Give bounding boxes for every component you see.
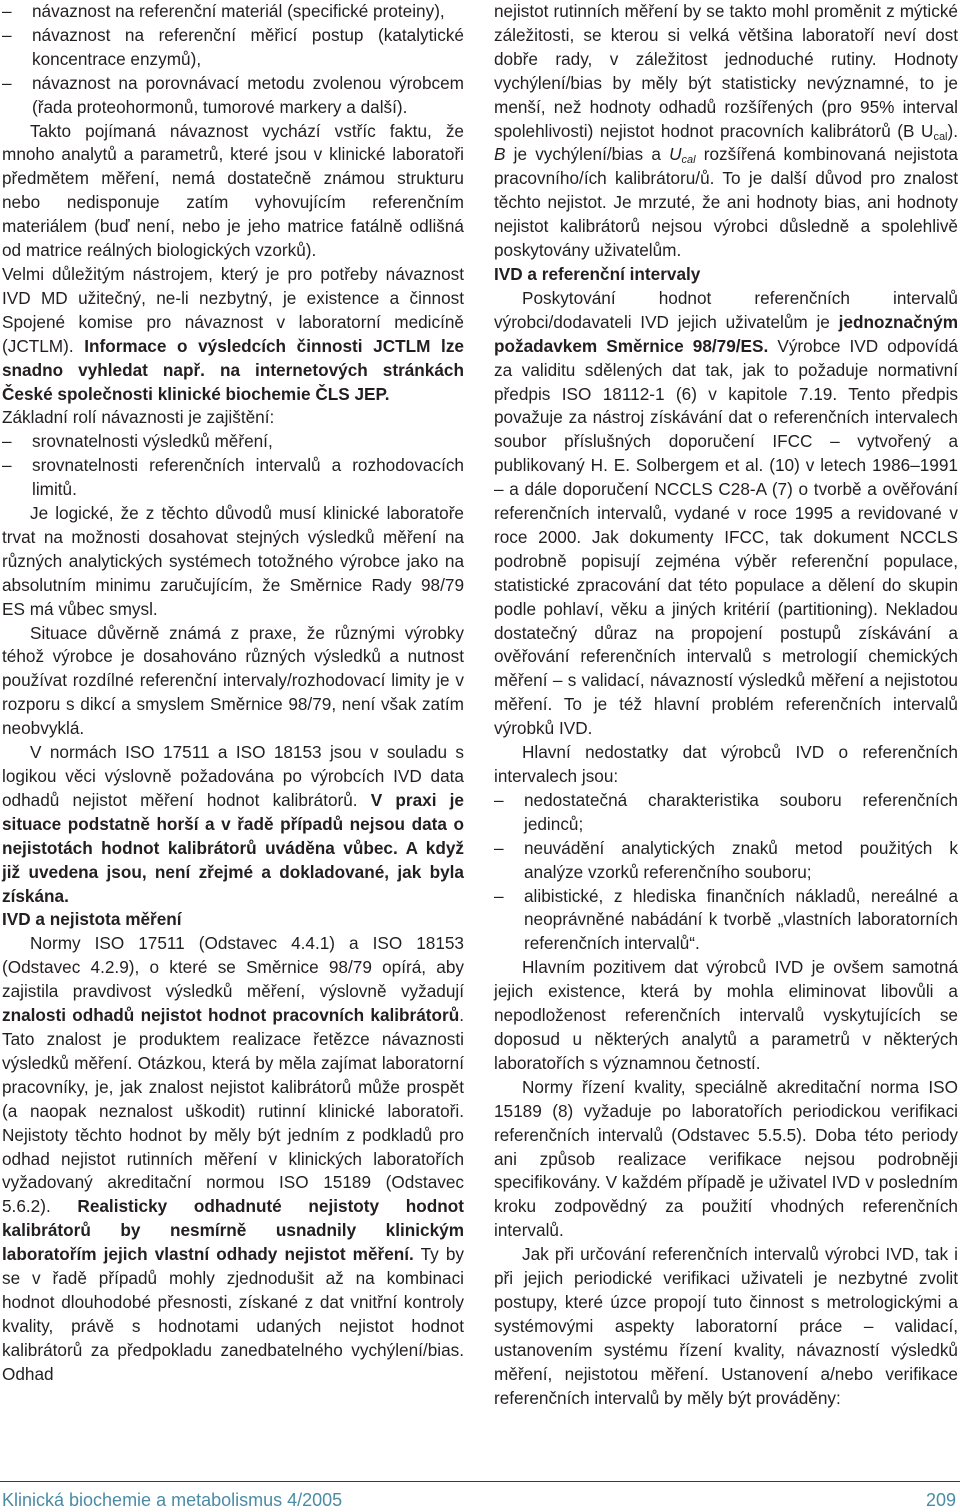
- list-item: – návaznost na referenční materiál (specifické proteiny),: [2, 1, 445, 21]
- list-item: – nedostatečná charakteristika souboru referenčních jedinců;: [494, 789, 958, 834]
- page-number: 209: [925, 1490, 956, 1510]
- paragraph: Je logické, že z těchto důvodů musí klinické laboratoře trvat na možnosti dosahovat stejných výsledků měření na různých analytických systémech totožného výrobce jako na absolutním minimu zaručujícím, že Směrnice Rady 98/79 ES má vůbec smysl.: [2, 503, 464, 619]
- list-item: – neuvádění analytických znaků metod použitých k analýze vzorků referenčního souboru;: [494, 837, 958, 882]
- paragraph: Hlavním pozitivem dat výrobců IVD je ovšem samotná jejich existence, která by mohla eliminovat libovůli a nepodloženost referenčních intervalů vyskytujících se doposud u některých analytů a parametrů v některých laboratořích s významnou četností.: [494, 957, 958, 1073]
- paragraph: Poskytování hodnot referenčních intervalů výrobci/dodavateli IVD jejich uživatelům je jednoznačným požadavkem Směrnice 98/79/ES. Výrobce IVD odpovídá za validitu sdělených dat tak, jak to požaduje normativní předpis ISO 18112-1 (6) v kapitole 7.19. Tento předpis považuje za nástroj získávání dat o referenčních intervalech soubor příslušných doporučení IFCC – vytvořený a publikovaný H. E. Solbergem et al. (10) v letech 1986–1991 – a dále doporučení NCCLS C28-A (7) o tvorbě a ověřování referenčních intervalů, vydané v roce 1995 a revidované v roce 2000. Jak dokumenty IFCC, tak dokument NCCLS podrobně popisují zejména výběr referenční populace, statistické zpracování dat této populace a dělení do skupin podle pohlaví, věku a jiných kritérií (partitioning). Nekladou dostatečný důraz na propojení postupů získávání a ověřování referenčních intervalů s metrologií chemických měření – s validací, návazností výsledků měření a nejistotou měření. To je též hlavní problém referenčních intervalů výrobků IVD.: [494, 287, 958, 739]
- list-item: – návaznost na referenční měřicí postup (katalytické koncentrace enzymů),: [2, 24, 464, 69]
- paragraph: Základní rolí návaznosti je zajištění:: [2, 407, 275, 428]
- paragraph: Situace důvěrně známá z praxe, že různými výrobky téhož výrobce je dosahováno různých výsledků a nutnost používat rozdílné referenční intervaly/rozhodovací limity je v rozporu s dikcí a smyslem Směrnice 98/79, není však zatím neobvyklá.: [2, 622, 464, 739]
- paragraph: Velmi důležitým nástrojem, který je pro potřeby návaznost IVD MD užitečný, ne-li nezbytný, je existence a činnost Spojené komise pro návaznost v laboratorní medicíně (JCTLM). Informace o výsledcích činnosti JCTLM lze snadno vyhledat např. na internetových stránkách České společnosti klinické biochemie ČLS JEP.: [2, 263, 464, 404]
- left-column: [2, 0, 464, 1387]
- list-item: – srovnatelnosti výsledků měření,: [2, 431, 273, 452]
- paragraph: nejistot rutinních měření by se takto mohl proměnit z mýtické záležitosti, se kterou si velká většina laboratoří neví dost dobře rady, v záležitost jednoduché rutiny. Hodnoty vychýlení/bias by měly být statisticky nevýznamné, to je menší, než hodnoty odhadů rozšířených (pro 95% interval spolehlivosti) nejistot hodnot pracovních kalibrátorů (B $U_{cal}$). B je vychýlení/bias a $U_{cal}$ rozšířená kombinovaná nejistota pracovního/ích kalibrátoru/ů. To je další důvod pro znalost těchto nejistot. Je mrzuté, že ani hodnoty bias, ani hodnoty nejistot kalibrátorů nejsou výrobci důsledně a spolehlivě poskytovány uživatelům.: [494, 1, 958, 261]
- section-heading: IVD a referenční intervaly: [494, 263, 701, 284]
- footer-divider: [0, 1481, 960, 1482]
- list-item: – srovnatelnosti referenčních intervalů a rozhodovacích limitů.: [2, 455, 464, 500]
- list-item: – návaznost na porovnávací metodu zvolenou výrobcem (řada proteohormonů, tumorové markery a další).: [2, 72, 464, 117]
- paragraph: Hlavní nedostatky dat výrobců IVD o referenčních intervalech jsou:: [494, 742, 958, 786]
- paragraph: Normy ISO 17511 (Odstavec 4.4.1) a ISO 18153 (Odstavec 4.2.9), o které se Směrnice 98/79 opírá, aby zajistila pravdivost výsledků měření, výslovně vyžadují znalosti odhadů nejistot hodnot pracovních kalibrátorů. Tato znalost je produktem realizace řetězce návaznosti výsledků měření. Otázkou, která by měla zajímat laboratorní pracovníky, je, jak znalost nejistot kalibrátorů může prospět (a naopak neznalost uškodit) rutinní klinické laboratoři. Nejistoty těchto hodnot by měly být jedním z podkladů pro odhad nejistot rutinních měření v klinických laboratořích vyžadovaný akreditační normou ISO 15189 (Odstavec 5.6.2). Realisticky odhadnuté nejistoty hodnot kalibrátorů by nesmírně usnadnily klinickým laboratořím jejich vlastní odhady nejistot měření. Ty by se v řadě případů mohly zjednodušit až na kombinaci hodnot dlouhodobé přesnosti, získané z dat vnitřní kontroly kvality, právě s hodnotami udaných nejistot hodnot kalibrátorů za předpokladu zanedbatelného vychýlení/bias. Odhad: [2, 933, 464, 1384]
- paragraph: Normy řízení kvality, speciálně akreditační norma ISO 15189 (8) vyžaduje po laboratořích periodickou verifikaci referenčních intervalů (Odstavec 5.5.5). Doba této periody ani způsob realizace verifikace nejsou podrobněji specifikovány. V každém případě je uživatel IVD v posledním kroku zodpovědný za použití vhodných referenčních intervalů.: [494, 1076, 958, 1241]
- paragraph: V normách ISO 17511 a ISO 18153 jsou v souladu s logikou věci výslovně požadována po výrobcích IVD data odhadů nejistot měření hodnot kalibrátorů. V praxi je situace podstatně horší a v řadě případů nejsou data o nejistotách hodnot kalibrátorů uváděna vůbec. A když již uvedena jsou, není zřejmé a dokladované, jak byla získána.: [2, 742, 464, 906]
- list-item: – alibistické, z hlediska finančních nákladů, nereálné a neoprávněné nabádání k tvorbě „vlastních laboratorních referenčních intervalů“.: [494, 885, 958, 954]
- journal-name: Klinická biochemie a metabolismus 4/2005: [2, 1490, 343, 1510]
- paragraph: Takto pojímaná návaznost vychází vstříc faktu, že mnoho analytů a parametrů, které jsou v klinické laboratoři předmětem měření, nemá dostatečně známou strukturu nebo nedisponuje zatím vyhovujícím referenčním materiálem (buď není, nebo je jeho matrice fatálně odlišná od matrice reálných biologických vzorků).: [2, 120, 464, 261]
- right-column: [494, 0, 958, 1410]
- section-heading: IVD a nejistota měření: [2, 909, 182, 930]
- paragraph: Jak při určování referenčních intervalů výrobci IVD, tak i při jejich periodické verifikaci uživateli je nezbytné zvolit postupy, které úzce propojí tuto činnost s metrologickými a systémovými aspekty laboratorní práce – validací, ustanovením systému řízení kvality, návazností výsledků měření, nejistotou měření. Ustanovení a/nebo verifikace referenčních intervalů by měly být prováděny:: [494, 1244, 958, 1408]
